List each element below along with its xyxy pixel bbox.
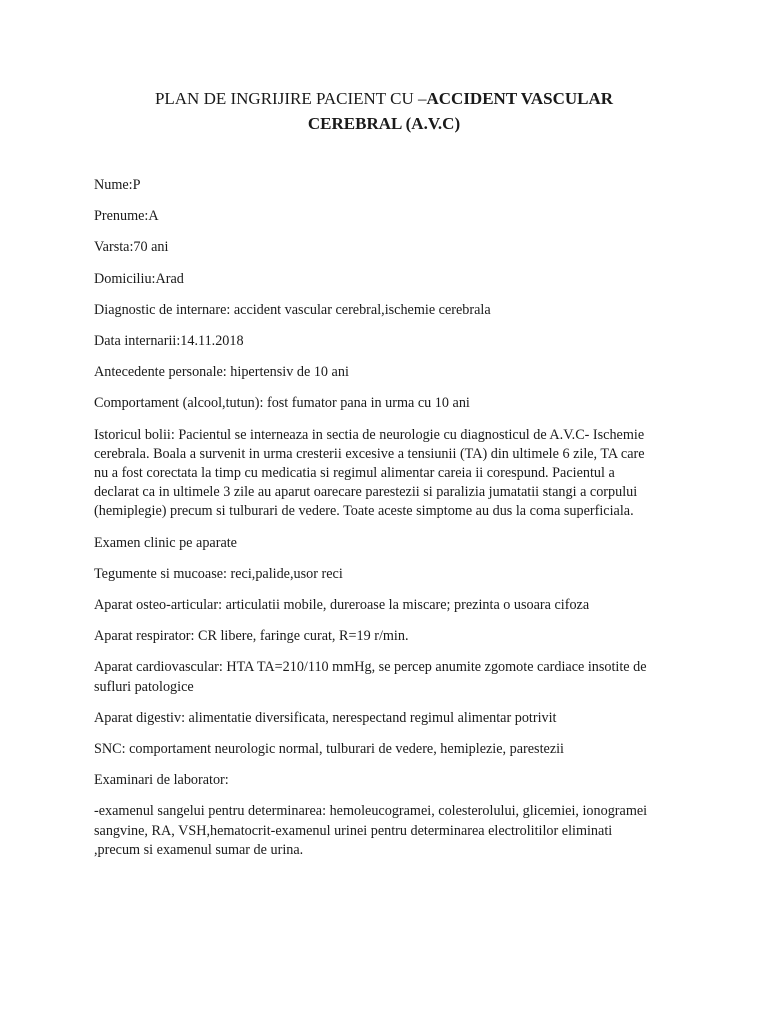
respiratory-system: Aparat respirator: CR libere, faringe curat, R=19 r/min. xyxy=(94,628,409,645)
clinical-exam-heading: Examen clinic pe aparate xyxy=(94,534,237,551)
title-normal-part: PLAN DE INGRIJIRE PACIENT CU – xyxy=(154,89,427,108)
cardiovascular-system: Aparat cardiovascular: HTA TA=210/110 mmHg, se percep anumite zgomote cardiace insotite de sufluri patologice xyxy=(94,659,647,695)
lab-exams-heading: Examinari de laborator: xyxy=(94,772,229,789)
document-body xyxy=(94,176,660,872)
osteo-articular-system: Aparat osteo-articular: articulatii mobile, dureroase la miscare; prezinta o usoara cifoza xyxy=(94,597,590,614)
patient-name: Nume:P xyxy=(94,177,141,193)
title-bold-part: ACCIDENT VASCULAR CEREBRAL (A.V.C) xyxy=(307,89,614,133)
digestive-system: Aparat digestiv: alimentatie diversificata, nerespectand regimul alimentar potrivit xyxy=(94,709,557,726)
nervous-system: SNC: comportament neurologic normal, tulburari de vedere, hemiplezie, parestezii xyxy=(94,741,564,758)
disease-history: Istoricul bolii: Pacientul se interneaza in sectia de neurologie cu diagnosticul de A.V.C- Ischemie cerebrala. Boala a survenit in urma cresterii excesive a tensiunii (TA) din ultimele 6 zile, TA care nu a fost corectata la timp cu medicatia si regimul alimentar careia ii corespund. Pacientul a declarat ca in ultimele 3 zile au aparut oarecare parestezii si paralizia jumatatii stangi a corpului (hemiplegie) precum si tulburari de vedere. Toate aceste simptome au dus la coma superficiala. xyxy=(94,426,645,520)
skin-and-mucosa: Tegumente si mucoase: reci,palide,usor reci xyxy=(94,565,343,582)
behavior: Comportament (alcool,tutun): fost fumator pana in urma cu 10 ani xyxy=(94,395,470,412)
admission-date: Data internarii:14.11.2018 xyxy=(94,333,244,350)
document-title xyxy=(120,86,648,136)
patient-age: Varsta:70 ani xyxy=(94,239,169,256)
patient-residence: Domiciliu:Arad xyxy=(94,270,184,287)
patient-surname: Prenume:A xyxy=(94,208,159,225)
personal-history: Antecedente personale: hipertensiv de 10 ani xyxy=(94,364,349,381)
admission-diagnosis: Diagnostic de internare: accident vascular cerebral,ischemie cerebrala xyxy=(94,301,491,318)
lab-exams-details: -examenul sangelui pentru determinarea: hemoleucogramei, colesterolului, glicemiei, ionogramei sangvine, RA, VSH,hematocrit-examenul urinei pentru determinarea electrolitilor eliminati ,precum si examenul sumar de urina. xyxy=(94,803,648,858)
